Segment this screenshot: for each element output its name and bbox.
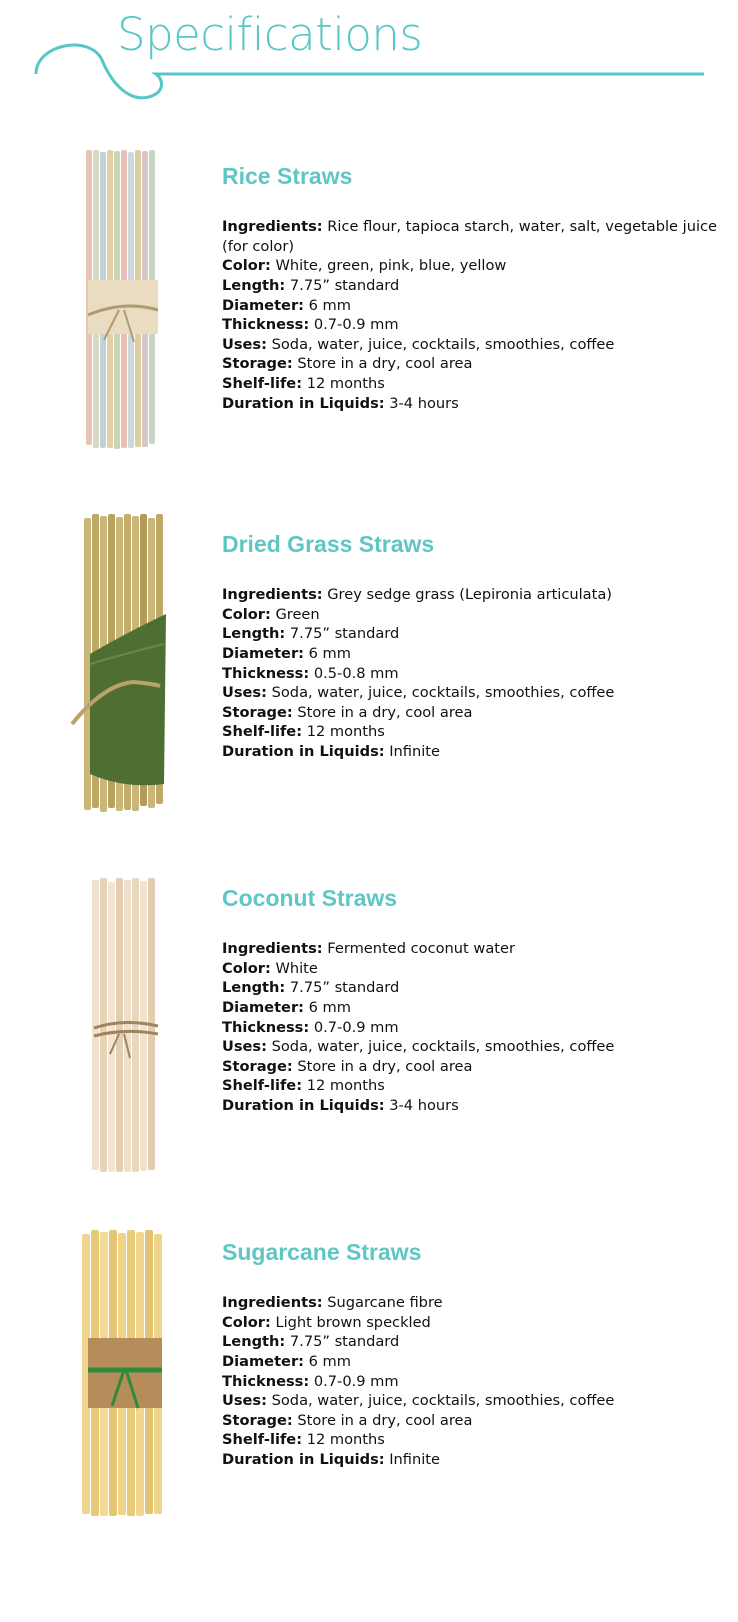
spec-thickness: Thickness: 0.7-0.9 mm xyxy=(222,316,399,334)
spec-length: Length: 7.75” standard xyxy=(222,277,400,295)
spec-ingredients: Ingredients: Grey sedge grass (Lepironia articulata) xyxy=(222,586,612,604)
spec-length: Length: 7.75” standard xyxy=(222,625,400,643)
sugarcane-straws-info xyxy=(222,1240,722,1470)
spec-storage: Storage: Store in a dry, cool area xyxy=(222,1411,473,1429)
spec-thickness: Thickness: 0.7-0.9 mm xyxy=(222,1372,399,1390)
spec-thickness: Thickness: 0.7-0.9 mm xyxy=(222,1018,399,1036)
product-section-rice xyxy=(0,150,738,460)
spec-diameter: Diameter: 6 mm xyxy=(222,999,351,1017)
grass-straws-info xyxy=(222,532,722,762)
spec-ingredients: Ingredients: Fermented coconut water xyxy=(222,940,515,958)
spec-duration: Duration in Liquids: 3-4 hours xyxy=(222,1097,459,1115)
spec-color: Color: White xyxy=(222,959,318,977)
product-title: Dried Grass Straws xyxy=(222,531,435,557)
spec-color: Color: Light brown speckled xyxy=(222,1313,431,1331)
spec-thickness: Thickness: 0.5-0.8 mm xyxy=(222,664,399,682)
spec-uses: Uses: Soda, water, juice, cocktails, smoothies, coffee xyxy=(222,335,615,353)
spec-ingredients: Ingredients: Rice flour, tapioca starch, water, salt, vegetable juice (for color) xyxy=(222,218,718,255)
spec-shelf-life: Shelf-life: 12 months xyxy=(222,1077,385,1095)
product-section-sugarcane xyxy=(0,1230,738,1530)
spec-shelf-life: Shelf-life: 12 months xyxy=(222,375,385,393)
spec-ingredients: Ingredients: Sugarcane fibre xyxy=(222,1294,443,1312)
spec-color: Color: White, green, pink, blue, yellow xyxy=(222,257,507,275)
spec-color: Color: Green xyxy=(222,605,320,623)
spec-uses: Uses: Soda, water, juice, cocktails, smoothies, coffee xyxy=(222,1392,615,1410)
page-header xyxy=(0,0,738,120)
rice-straws-image xyxy=(64,150,194,452)
coconut-straws-info xyxy=(222,886,722,1116)
spec-duration: Duration in Liquids: Infinite xyxy=(222,743,441,761)
spec-storage: Storage: Store in a dry, cool area xyxy=(222,355,473,373)
page-title: Specifications xyxy=(117,8,423,61)
spec-length: Length: 7.75” standard xyxy=(222,1333,400,1351)
spec-storage: Storage: Store in a dry, cool area xyxy=(222,703,473,721)
spec-uses: Uses: Soda, water, juice, cocktails, smoothies, coffee xyxy=(222,684,615,702)
spec-length: Length: 7.75” standard xyxy=(222,979,400,997)
spec-diameter: Diameter: 6 mm xyxy=(222,645,351,663)
spec-uses: Uses: Soda, water, juice, cocktails, smoothies, coffee xyxy=(222,1038,615,1056)
spec-storage: Storage: Store in a dry, cool area xyxy=(222,1057,473,1075)
spec-diameter: Diameter: 6 mm xyxy=(222,296,351,314)
spec-diameter: Diameter: 6 mm xyxy=(222,1353,351,1371)
spec-shelf-life: Shelf-life: 12 months xyxy=(222,723,385,741)
spec-duration: Duration in Liquids: Infinite xyxy=(222,1451,441,1469)
product-title: Sugarcane Straws xyxy=(222,1239,422,1265)
spec-shelf-life: Shelf-life: 12 months xyxy=(222,1431,385,1449)
product-title: Rice Straws xyxy=(222,163,353,189)
grass-straws-image xyxy=(64,514,194,814)
sugarcane-straws-image xyxy=(64,1230,194,1522)
product-section-coconut xyxy=(0,878,738,1178)
rice-straws-info xyxy=(222,164,722,413)
coconut-straws-image xyxy=(64,878,194,1176)
product-section-grass xyxy=(0,514,738,814)
product-title: Coconut Straws xyxy=(222,885,398,911)
spec-duration: Duration in Liquids: 3-4 hours xyxy=(222,394,459,412)
